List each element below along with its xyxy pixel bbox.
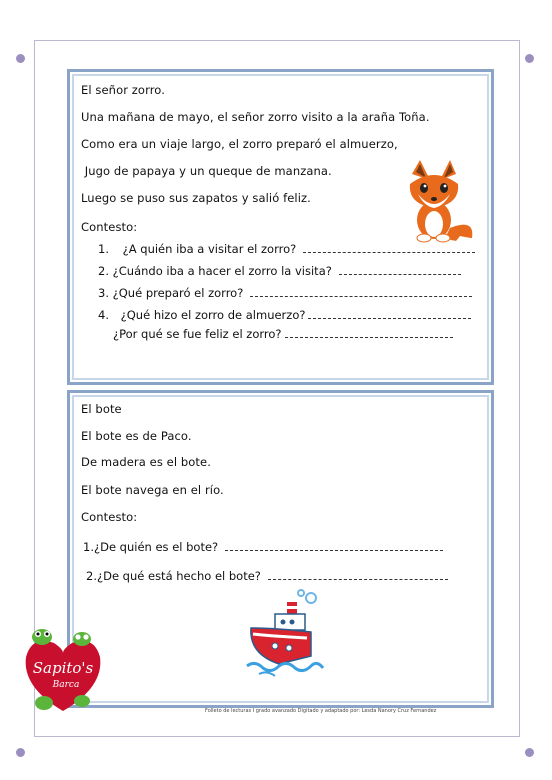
question bbox=[98, 264, 461, 278]
corner-dot bbox=[525, 748, 534, 757]
question-number: 4. bbox=[98, 308, 109, 322]
question-text: ¿Cuándo iba a hacer el zorro la visita? bbox=[112, 264, 336, 278]
story-line: Como era un viaje largo, el zorro preparó el almuerzo, bbox=[81, 137, 398, 151]
question-number: 2. bbox=[98, 264, 109, 278]
answer-blank[interactable] bbox=[225, 541, 443, 551]
answer-blank[interactable] bbox=[268, 570, 448, 580]
story-line: Jugo de papaya y un queque de manzana. bbox=[81, 164, 332, 178]
question-number: 2. bbox=[86, 569, 97, 583]
boat-illustration bbox=[245, 588, 325, 680]
story-line: De madera es el bote. bbox=[81, 455, 211, 469]
question-text: ¿De qué está hecho el bote? bbox=[96, 569, 265, 583]
story-title: El bote bbox=[81, 402, 122, 416]
contesto-label: Contesto: bbox=[81, 510, 138, 524]
story-line: Luego se puso sus zapatos y salió feliz. bbox=[81, 191, 311, 205]
answer-blank[interactable] bbox=[308, 309, 471, 319]
question-text: ¿Por qué se fue feliz el zorro? bbox=[113, 327, 282, 341]
question-text: ¿De quién es el bote? bbox=[93, 540, 222, 554]
question bbox=[113, 327, 453, 341]
contesto-label: Contesto: bbox=[81, 220, 138, 234]
question-number: 1. bbox=[83, 540, 94, 554]
question bbox=[98, 308, 471, 322]
story-line: El bote es de Paco. bbox=[81, 429, 192, 443]
footer-credit: Folleto de lecturas I grado avanzado Digitado y adaptado por: Lesda Nanory Cruz Fernandez bbox=[205, 708, 437, 714]
answer-blank[interactable] bbox=[250, 287, 472, 297]
answer-blank[interactable] bbox=[285, 328, 453, 338]
question-number: 1. bbox=[98, 242, 109, 256]
story-panel-zorro bbox=[67, 69, 494, 385]
answer-blank[interactable] bbox=[303, 243, 475, 253]
story-panel-bote bbox=[67, 390, 494, 708]
corner-dot bbox=[16, 748, 25, 757]
corner-dot bbox=[16, 54, 25, 63]
fox-illustration bbox=[400, 158, 478, 244]
question bbox=[86, 569, 448, 583]
question-text: ¿Qué preparó el zorro? bbox=[112, 286, 247, 300]
story-title: El señor zorro. bbox=[81, 83, 165, 97]
question-text: ¿A quién iba a visitar el zorro? bbox=[122, 242, 300, 256]
answer-blank[interactable] bbox=[339, 265, 461, 275]
frog-logo bbox=[20, 625, 106, 717]
corner-dot bbox=[525, 54, 534, 63]
story-line: El bote navega en el río. bbox=[81, 483, 224, 497]
logo-text: Sapito's bbox=[32, 659, 94, 677]
question-text: ¿Qué hizo el zorro de almuerzo? bbox=[120, 308, 306, 322]
logo-subtext: Barca bbox=[52, 680, 80, 690]
question-number: 3. bbox=[98, 286, 109, 300]
question bbox=[98, 286, 472, 300]
question bbox=[98, 242, 475, 256]
story-line: Una mañana de mayo, el señor zorro visito a la araña Toña. bbox=[81, 110, 430, 124]
question bbox=[83, 540, 443, 554]
